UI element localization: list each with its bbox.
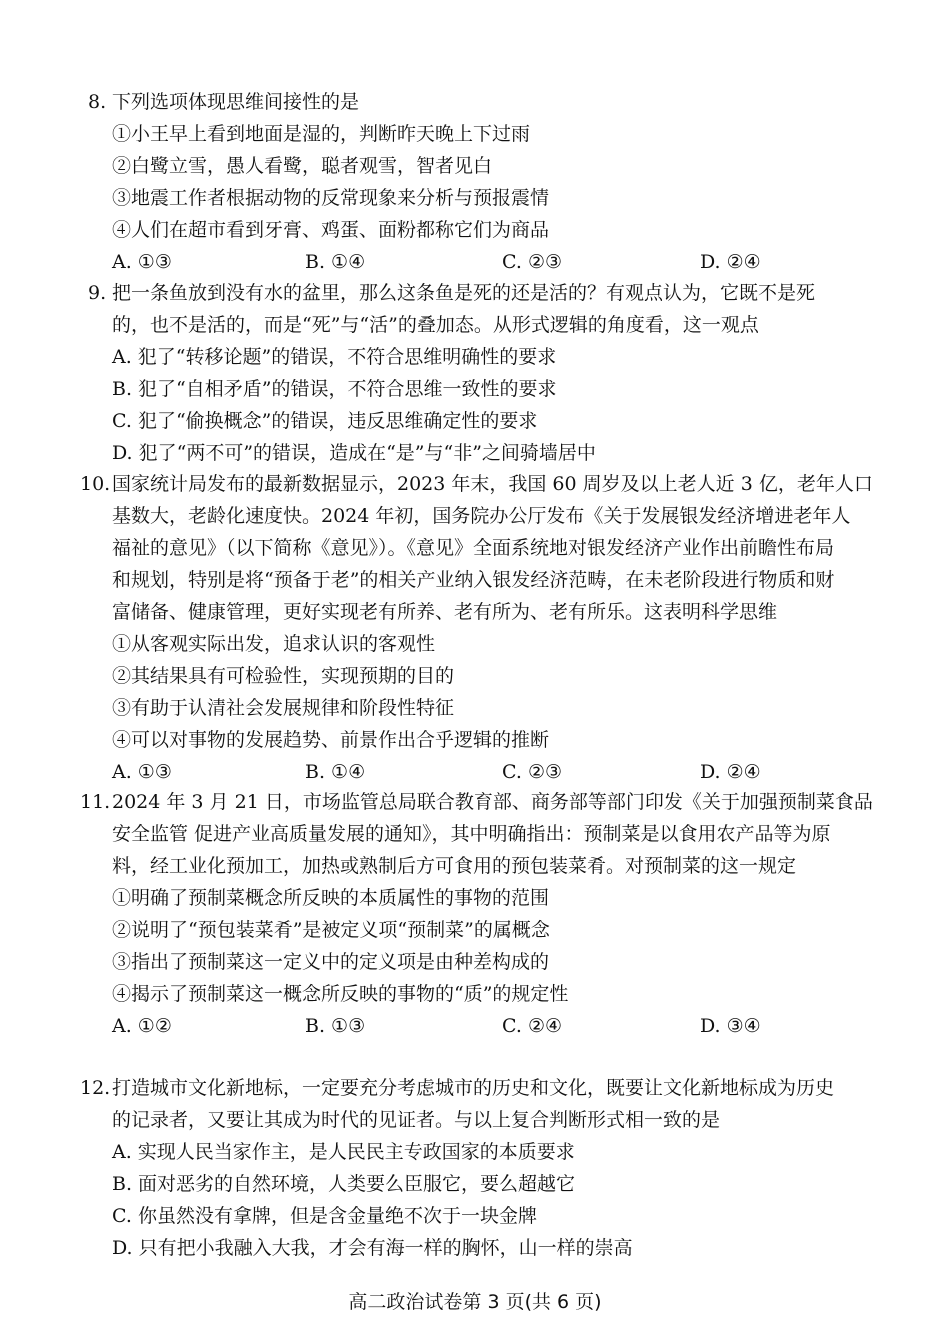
statement-item: ③指出了预制菜这一定义中的定义项是由种差构成的 <box>112 951 550 973</box>
question-stem-line: 把一条鱼放到没有水的盆里，那么这条鱼是死的还是活的？有观点认为，它既不是死 <box>112 282 816 304</box>
choice-item: C. 犯了“偷换概念”的错误，违反思维确定性的要求 <box>112 410 538 432</box>
option-a: A. ①③ <box>112 761 172 783</box>
option-a: A. ①② <box>112 1015 172 1037</box>
question-stem-line: 富储备、健康管理，更好实现老有所养、老有所为、老有所乐。这表明科学思维 <box>112 601 778 623</box>
option-b: B. ①③ <box>305 1015 366 1037</box>
choice-item: B. 面对恶劣的自然环境，人类要么臣服它，要么超越它 <box>112 1173 576 1195</box>
question-stem-line: 2024 年 3 月 21 日，市场监管总局联合教育部、商务部等部门印发《关于加强预制菜食品 <box>112 791 873 813</box>
question-number: 9. <box>88 282 107 304</box>
choice-item: A. 犯了“转移论题”的错误，不符合思维明确性的要求 <box>112 346 557 368</box>
answer-options <box>112 250 852 274</box>
option-c: C. ②④ <box>502 1015 563 1037</box>
question-stem-line: 安全监管 促进产业高质量发展的通知》，其中明确指出：预制菜是以食用农产品等为原 <box>112 823 831 845</box>
statement-item: ④揭示了预制菜这一概念所反映的事物的“质”的规定性 <box>112 983 569 1005</box>
option-b: B. ①④ <box>305 251 366 273</box>
choice-item: C. 你虽然没有拿牌，但是含金量绝不次于一块金牌 <box>112 1205 537 1227</box>
statement-item: ③有助于认清社会发展规律和阶段性特征 <box>112 697 455 719</box>
question-stem-line: 基数大，老龄化速度快。2024 年初，国务院办公厅发布《关于发展银发经济增进老年人 <box>112 505 851 527</box>
question-stem-line: 的记录者，又要让其成为时代的见证者。与以上复合判断形式相一致的是 <box>112 1109 721 1131</box>
question-stem-line: 下列选项体现思维间接性的是 <box>112 91 360 113</box>
option-d: D. ②④ <box>700 251 761 273</box>
question-stem-line: 国家统计局发布的最新数据显示，2023 年末，我国 60 周岁及以上老人近 3 亿，老年人口 <box>112 473 873 495</box>
statement-item: ①明确了预制菜概念所反映的本质属性的事物的范围 <box>112 887 550 909</box>
option-b: B. ①④ <box>305 761 366 783</box>
statement-item: ②其结果具有可检验性，实现预期的目的 <box>112 665 455 687</box>
statement-item: ③地震工作者根据动物的反常现象来分析与预报震情 <box>112 187 550 209</box>
choice-item: D. 只有把小我融入大我，才会有海一样的胸怀，山一样的崇高 <box>112 1237 633 1259</box>
question-number: 11. <box>80 791 111 813</box>
question-stem-line: 和规划，特别是将“预备于老”的相关产业纳入银发经济范畴，在未老阶段进行物质和财 <box>112 569 835 591</box>
option-c: C. ②③ <box>502 251 563 273</box>
question-number: 10. <box>80 473 111 495</box>
option-d: D. ③④ <box>700 1015 761 1037</box>
answer-options <box>112 760 852 784</box>
question-stem-line: 的，也不是活的，而是“死”与“活”的叠加态。从形式逻辑的角度看，这一观点 <box>112 314 759 336</box>
option-a: A. ①③ <box>112 251 172 273</box>
question-stem-line: 打造城市文化新地标，一定要充分考虑城市的历史和文化，既要让文化新地标成为历史 <box>112 1077 835 1099</box>
page-footer: 高二政治试卷第 3 页(共 6 页) <box>348 1291 602 1313</box>
statement-item: ④人们在超市看到牙膏、鸡蛋、面粉都称它们为商品 <box>112 219 550 241</box>
answer-options <box>112 1014 852 1038</box>
option-d: D. ②④ <box>700 761 761 783</box>
choice-item: B. 犯了“自相矛盾”的错误，不符合思维一致性的要求 <box>112 378 557 400</box>
option-c: C. ②③ <box>502 761 563 783</box>
statement-item: ④可以对事物的发展趋势、前景作出合乎逻辑的推断 <box>112 729 550 751</box>
statement-item: ②说明了“预包装菜肴”是被定义项“预制菜”的属概念 <box>112 919 550 941</box>
statement-item: ①小王早上看到地面是湿的，判断昨天晚上下过雨 <box>112 123 531 145</box>
choice-item: D. 犯了“两不可”的错误，造成在“是”与“非”之间骑墙居中 <box>112 442 596 464</box>
statement-item: ②白鹭立雪，愚人看鹭，聪者观雪，智者见白 <box>112 155 493 177</box>
question-stem-line: 料，经工业化预加工，加热或熟制后方可食用的预包装菜肴。对预制菜的这一规定 <box>112 855 797 877</box>
question-stem-line: 福祉的意见》（以下简称《意见》）。《意见》全面系统地对银发经济产业作出前瞻性布局 <box>112 537 835 559</box>
question-number: 12. <box>80 1077 111 1099</box>
question-number: 8. <box>88 91 107 113</box>
choice-item: A. 实现人民当家作主，是人民民主专政国家的本质要求 <box>112 1141 575 1163</box>
statement-item: ①从客观实际出发，追求认识的客观性 <box>112 633 436 655</box>
